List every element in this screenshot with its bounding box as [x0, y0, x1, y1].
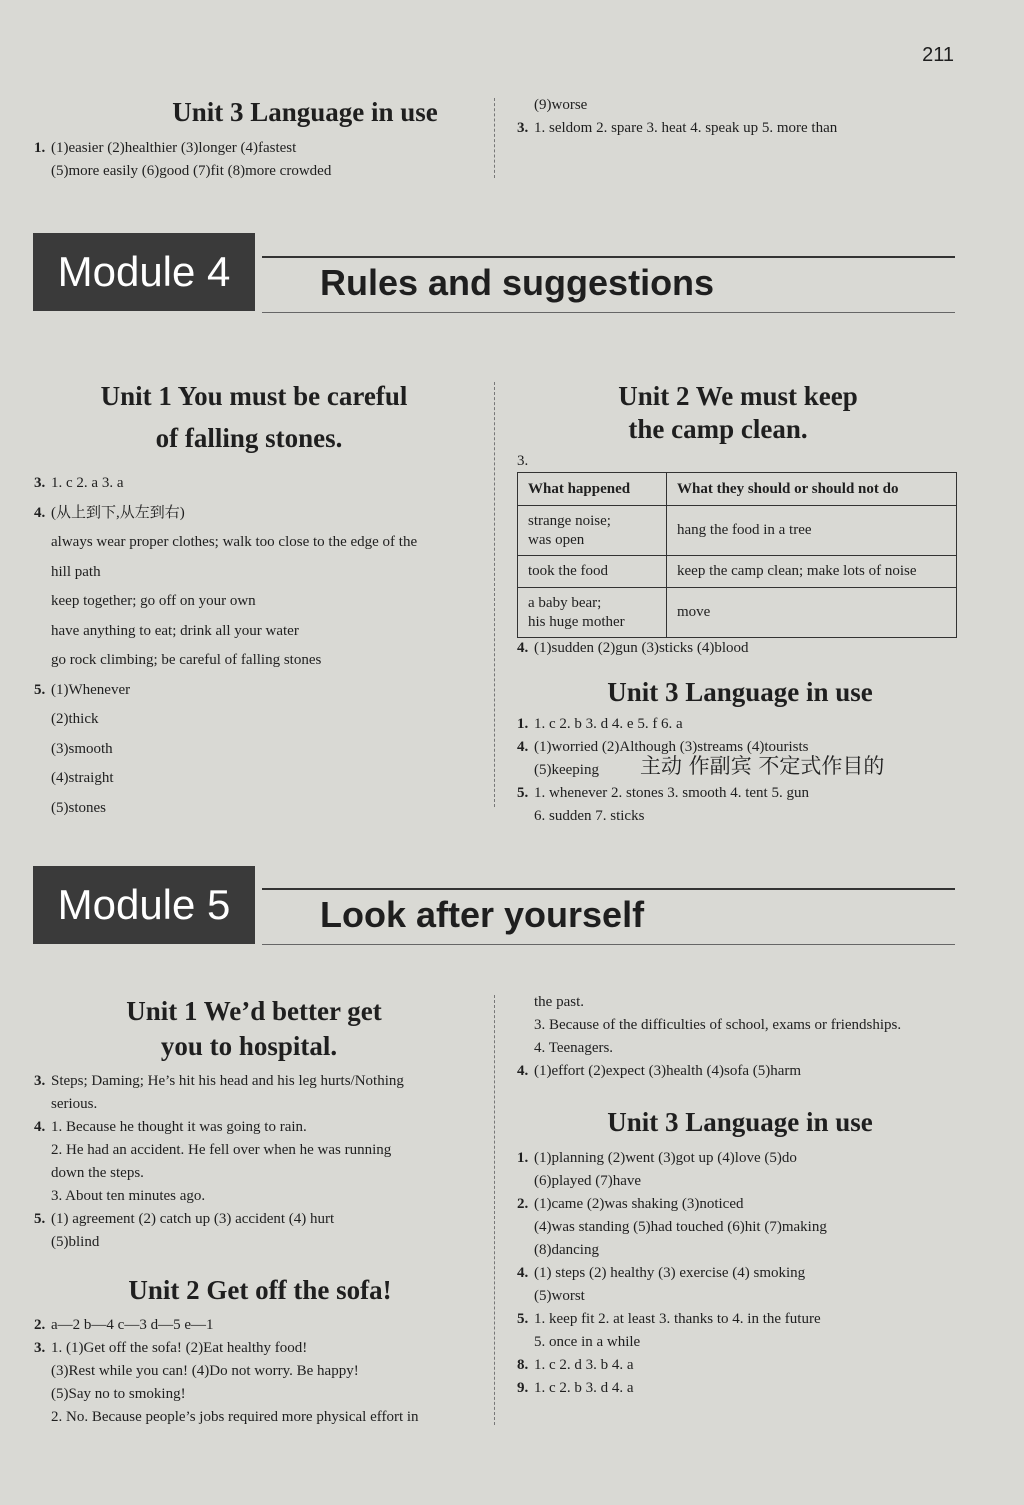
- answer-text: 4. Teenagers.: [534, 1040, 614, 1056]
- answer-text: 3. Because of the difficulties of school, exams or friendships.: [534, 1017, 902, 1033]
- answer-text: (4)straight: [51, 770, 114, 786]
- answer-line: [517, 1147, 977, 1170]
- answer-line: [517, 94, 977, 117]
- answer-text: 1. (1)Get off the sofa! (2)Eat healthy food!: [51, 1340, 308, 1356]
- answer-line: [34, 1093, 494, 1116]
- question-number: 4.: [34, 1119, 46, 1135]
- question-number: 5.: [34, 681, 46, 698]
- answer-text: down the steps.: [51, 1165, 144, 1181]
- answer-text: (1)sudden (2)gun (3)sticks (4)blood: [534, 640, 749, 656]
- question-number: 2.: [517, 1196, 529, 1212]
- answer-line: [34, 1116, 494, 1139]
- question-number: 1.: [34, 140, 46, 156]
- answer-text: (5)more easily (6)good (7)fit (8)more crowded: [51, 163, 332, 179]
- answer-text: (6)played (7)have: [534, 1173, 642, 1189]
- answer-line: [34, 1360, 494, 1383]
- table-cell: hang the food in a tree: [667, 506, 957, 556]
- answer-line: [517, 1377, 977, 1400]
- module4-title: Rules and suggestions: [320, 262, 715, 303]
- question-number: 4.: [517, 640, 529, 656]
- answer-line: [34, 764, 494, 794]
- m5-unit1-title-line1: Unit 1 We’d better get: [126, 996, 382, 1026]
- answer-text: have anything to eat; drink all your water: [51, 622, 299, 639]
- answer-line: [34, 1383, 494, 1406]
- module5-label: Module 5: [33, 866, 255, 944]
- answer-line: [517, 637, 957, 660]
- question-number: 4.: [517, 739, 529, 755]
- answer-line: [34, 1185, 494, 1208]
- answer-text: always wear proper clothes; walk too close to the edge of the: [51, 534, 418, 550]
- answer-text: 1. Because he thought it was going to rain.: [51, 1119, 307, 1135]
- answer-text: a—2 b—4 c—3 d—5 e—1: [51, 1317, 214, 1333]
- answer-line: [517, 805, 977, 828]
- m5-right-top-answers: [517, 991, 977, 1083]
- answer-text: 1. c 2. a 3. a: [51, 475, 124, 491]
- m5-unit3-answers: [517, 1147, 977, 1400]
- question-number: 3.: [34, 475, 46, 491]
- m4-unit1-title-line2: of falling stones.: [155, 423, 343, 453]
- answer-text: (5)blind: [51, 1234, 100, 1250]
- answer-line: [34, 705, 494, 735]
- m4-unit2-question-number: 3.: [517, 453, 529, 469]
- answer-text: (1)effort (2)expect (3)health (4)sofa (5)harm: [534, 1063, 802, 1079]
- answer-line: [34, 499, 494, 529]
- question-number: 5.: [34, 1211, 46, 1227]
- table-cell: keep the camp clean; make lots of noise: [667, 556, 957, 588]
- m4-unit1-answers: [34, 469, 494, 823]
- answer-text: (4)was standing (5)had touched (6)hit (7)making: [534, 1219, 827, 1235]
- m4-unit2-table: [517, 472, 957, 638]
- question-number: 4.: [517, 1265, 529, 1281]
- answer-text: 3. About ten minutes ago.: [51, 1188, 206, 1204]
- column-divider: [494, 382, 495, 807]
- question-number: 8.: [517, 1357, 529, 1373]
- answer-text: 2. He had an accident. He fell over when he was running: [51, 1142, 392, 1158]
- answer-line: [34, 528, 494, 558]
- answer-text: (1)worried (2)Although (3)streams (4)tourists: [534, 739, 809, 755]
- answer-text: (2)thick: [51, 711, 99, 727]
- answer-line: [517, 1239, 977, 1262]
- answer-text: keep together; go off on your own: [51, 593, 256, 609]
- m5-unit3-title: Unit 3 Language in use: [607, 1107, 873, 1137]
- answer-text: the past.: [534, 994, 584, 1010]
- table-cell: move: [667, 588, 957, 638]
- question-number: 1.: [517, 1150, 529, 1166]
- answer-line: [34, 1070, 494, 1093]
- answer-text: 1. c 2. d 3. b 4. a: [534, 1357, 634, 1373]
- answer-line: [34, 676, 494, 706]
- m5-unit2-title: Unit 2 Get off the sofa!: [128, 1275, 392, 1305]
- answer-text: (1) steps (2) healthy (3) exercise (4) smoking: [534, 1265, 806, 1281]
- answer-line: [517, 1354, 977, 1377]
- answer-line: [34, 617, 494, 647]
- answer-line: [517, 1285, 977, 1308]
- answer-line: [34, 1314, 494, 1337]
- answer-text: serious.: [51, 1096, 98, 1112]
- answer-line: [34, 160, 494, 183]
- answer-line: [517, 1308, 977, 1331]
- answer-line: [517, 1262, 977, 1285]
- module4-rule-bottom: [262, 312, 955, 313]
- answer-text: 1. keep fit 2. at least 3. thanks to 4. in the future: [534, 1311, 821, 1327]
- answer-line: [34, 1406, 494, 1429]
- question-number: 1.: [517, 716, 529, 732]
- answer-text: (5)keeping: [534, 762, 599, 778]
- answer-line: [517, 1060, 977, 1083]
- table-cell: strange noise; was open: [518, 506, 667, 556]
- question-number: 4.: [34, 504, 46, 521]
- top-left-answers: [34, 137, 494, 183]
- module4-label: Module 4: [33, 233, 255, 311]
- answer-text: (1)came (2)was shaking (3)noticed: [534, 1196, 744, 1212]
- answer-text: 1. seldom 2. spare 3. heat 4. speak up 5. more than: [534, 120, 838, 136]
- answer-line: [34, 1337, 494, 1360]
- answer-text: (9)worse: [534, 97, 588, 113]
- answer-text: (8)dancing: [534, 1242, 599, 1258]
- answer-line: [34, 137, 494, 160]
- m4-unit2-title-line2: the camp clean.: [628, 414, 808, 444]
- module5-rule: [262, 888, 955, 890]
- answer-line: [517, 1216, 977, 1239]
- answer-text: (3)Rest while you can! (4)Do not worry. Be happy!: [51, 1363, 359, 1379]
- answer-line: [34, 587, 494, 617]
- page-number: 211: [922, 44, 954, 66]
- table-header: What happened: [518, 473, 667, 506]
- answer-line: [34, 646, 494, 676]
- m5-unit1-title-line2: you to hospital.: [160, 1031, 338, 1061]
- m5-unit1-answers: [34, 1070, 494, 1254]
- question-number: 3.: [34, 1340, 46, 1356]
- answer-text: (1) agreement (2) catch up (3) accident (4) hurt: [51, 1211, 335, 1227]
- table-cell: a baby bear; his huge mother: [518, 588, 667, 638]
- table-cell: took the food: [518, 556, 667, 588]
- table-header: What they should or should not do: [667, 473, 957, 506]
- answer-text: (3)smooth: [51, 740, 113, 757]
- answer-text: 1. c 2. b 3. d 4. e 5. f 6. a: [534, 716, 683, 732]
- question-number: 3.: [517, 120, 529, 136]
- answer-text: (5)worst: [534, 1288, 585, 1304]
- answer-line: [517, 782, 977, 805]
- handwritten-note: 主动 作副宾 不定式作目的: [640, 754, 885, 778]
- answer-line: [34, 1208, 494, 1231]
- answer-text: 6. sudden 7. sticks: [534, 808, 645, 824]
- question-number: 9.: [517, 1380, 529, 1396]
- m4-unit2-title-line1: Unit 2 We must keep: [618, 381, 858, 411]
- answer-text: 2. No. Because people’s jobs required more physical effort in: [51, 1409, 419, 1425]
- answer-line: [34, 558, 494, 588]
- question-number: 5.: [517, 785, 529, 801]
- answer-line: [34, 469, 494, 499]
- answer-line: [34, 794, 494, 824]
- answer-line: [517, 117, 977, 140]
- question-number: 3.: [34, 1073, 46, 1089]
- answer-text: (1)planning (2)went (3)got up (4)love (5)do: [534, 1150, 797, 1166]
- answer-text: (从上到下,从左到右): [51, 504, 185, 521]
- answer-text: 1. whenever 2. stones 3. smooth 4. tent 5. gun: [534, 785, 809, 801]
- answer-text: (5)Say no to smoking!: [51, 1386, 186, 1402]
- question-number: 5.: [517, 1311, 529, 1327]
- m4-unit1-title-line1: Unit 1 You must be careful: [100, 381, 408, 411]
- answer-text: Steps; Daming; He’s hit his head and his leg hurts/Nothing: [51, 1073, 404, 1089]
- m5-unit2-answers: [34, 1314, 494, 1429]
- module5-title: Look after yourself: [320, 894, 645, 935]
- top-unit3-title: Unit 3 Language in use: [172, 97, 438, 127]
- answer-text: go rock climbing; be careful of falling stones: [51, 652, 322, 668]
- answer-line: [517, 991, 977, 1014]
- column-divider: [494, 995, 495, 1425]
- answer-text: (5)stones: [51, 799, 106, 816]
- answer-line: [34, 1139, 494, 1162]
- m4-unit3-title: Unit 3 Language in use: [607, 677, 873, 707]
- answer-line: [517, 713, 977, 736]
- answer-line: [34, 1231, 494, 1254]
- answer-line: [517, 1193, 977, 1216]
- m4-unit2-after: [517, 637, 957, 660]
- answer-line: [34, 1162, 494, 1185]
- question-number: 4.: [517, 1063, 529, 1079]
- answer-line: [34, 735, 494, 765]
- answer-line: [517, 1037, 977, 1060]
- answer-text: hill path: [51, 563, 101, 580]
- answer-text: (1)Whenever: [51, 681, 131, 698]
- answer-line: [517, 1170, 977, 1193]
- answer-line: [517, 1014, 977, 1037]
- top-right-answers: [517, 94, 977, 140]
- answer-text: (1)easier (2)healthier (3)longer (4)fastest: [51, 140, 297, 156]
- module4-rule: [262, 256, 955, 258]
- answer-text: 5. once in a while: [534, 1334, 641, 1350]
- question-number: 2.: [34, 1317, 46, 1333]
- answer-text: 1. c 2. b 3. d 4. a: [534, 1380, 634, 1396]
- column-divider: [494, 98, 495, 178]
- answer-line: [517, 1331, 977, 1354]
- module5-rule-bottom: [262, 944, 955, 945]
